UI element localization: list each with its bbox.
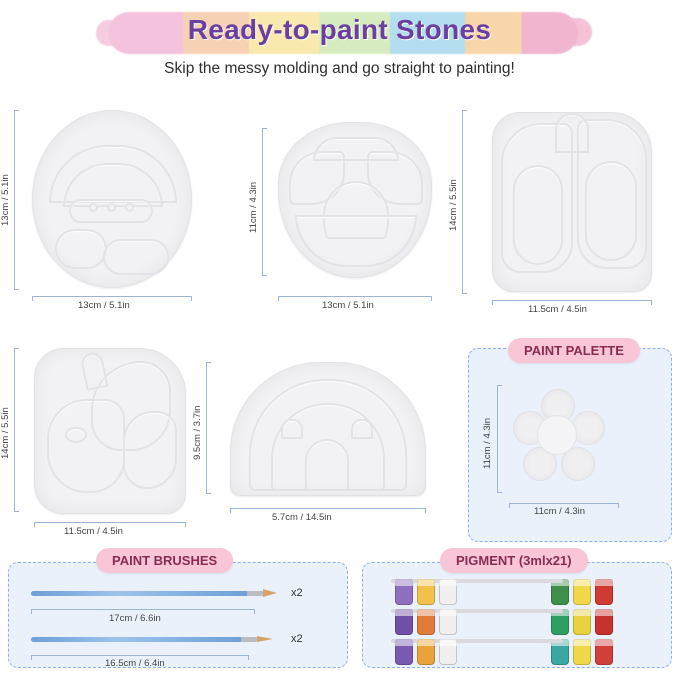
pigment-pot — [417, 609, 435, 635]
brush-qty-2: x2 — [291, 633, 303, 645]
pigment-pot — [595, 639, 613, 665]
pigment-strip — [485, 639, 563, 643]
stone-1-height-bracket — [14, 110, 19, 290]
wing-right-feathers — [585, 161, 637, 261]
paint-brushes-title: PAINT BRUSHES — [96, 548, 233, 573]
brush-qty-1: x2 — [291, 587, 303, 599]
dot-1 — [89, 203, 98, 212]
stone-2-height-label: 11cm / 4.3in — [248, 181, 259, 233]
cloud-right-emboss — [103, 239, 169, 275]
brush-length-label-2: 16.5cm / 6.4in — [105, 658, 165, 669]
pigment-pot — [439, 639, 457, 665]
page-subtitle: Skip the messy molding and go straight to painting! — [164, 60, 515, 77]
page-title: Ready-to-paint Stones — [187, 14, 492, 45]
stone-5-height-bracket — [206, 362, 211, 494]
pigment-pot — [417, 579, 435, 605]
brush-length-label-1: 17cm / 6.6in — [109, 613, 161, 624]
palette-center — [537, 415, 577, 455]
dot-3 — [125, 203, 134, 212]
brush-ferrule-1 — [247, 591, 263, 596]
stone-4-width-label: 11.5cm / 4.5in — [64, 526, 123, 537]
crown-emboss — [313, 137, 399, 161]
brush-row-2 — [31, 631, 321, 649]
paint-brushes-panel — [8, 562, 348, 668]
brush-handle-2 — [31, 637, 243, 642]
pigment-pot — [439, 579, 457, 605]
stone-3-height-bracket — [462, 110, 467, 294]
pigment-pot — [595, 579, 613, 605]
stone-4-shape — [34, 348, 186, 514]
palette-height-label: 11cm / 4.3in — [482, 417, 493, 469]
stone-3-shape — [492, 112, 652, 292]
pigment-pot — [595, 609, 613, 635]
brush-tip-2 — [257, 636, 273, 642]
pigment-strip — [485, 579, 563, 583]
unicorn-horn-emboss — [79, 351, 108, 391]
pigment-panel — [362, 562, 672, 668]
stone-5-width-label: 5.7cm / 14.5in — [272, 512, 332, 523]
halo-emboss — [555, 113, 589, 153]
stone-5-shape — [230, 362, 426, 496]
stone-2-shape — [278, 122, 432, 278]
stone-1-width-label: 13cm / 5.1in — [78, 300, 130, 311]
stone-4-height-label: 14cm / 5.5in — [0, 407, 11, 459]
pigment-pot — [573, 609, 591, 635]
brush-row-1 — [31, 585, 321, 603]
brush-ferrule-2 — [241, 637, 257, 642]
stone-4-height-bracket — [14, 348, 19, 512]
stone-1-shape — [32, 110, 192, 288]
pigment-pot — [395, 609, 413, 635]
pigment-pot — [417, 639, 435, 665]
header — [0, 0, 679, 92]
stone-3-height-label: 14cm / 5.5in — [448, 179, 459, 231]
palette-width-label: 11cm / 4.3in — [534, 506, 586, 517]
pigment-pot — [573, 579, 591, 605]
stone-1-height-label: 13cm / 5.1in — [0, 174, 11, 226]
brush-handle-1 — [31, 591, 249, 596]
stone-3-width-label: 11.5cm / 4.5in — [528, 304, 587, 315]
laurel-emboss — [295, 215, 417, 267]
pigment-pot — [395, 639, 413, 665]
pigment-title: PIGMENT (3mlx21) — [440, 548, 588, 573]
stone-5-height-label: 9.5cm / 3.7in — [192, 405, 203, 461]
wing-left-feathers — [513, 165, 563, 265]
pigment-pot — [439, 609, 457, 635]
unicorn-eye-emboss — [65, 427, 87, 443]
stone-2-width-label: 13cm / 5.1in — [322, 300, 374, 311]
house-window-left-emboss — [281, 419, 303, 439]
stone-2-height-bracket — [262, 128, 267, 276]
dot-2 — [107, 203, 116, 212]
pigment-pot — [573, 639, 591, 665]
brush-tip-1 — [263, 589, 277, 597]
pigment-pot — [395, 579, 413, 605]
pigment-strip — [485, 609, 563, 613]
house-door-emboss — [305, 439, 349, 491]
paint-palette-title: PAINT PALETTE — [508, 338, 640, 363]
house-window-right-emboss — [351, 419, 373, 439]
cloud-left-emboss — [55, 229, 107, 269]
unicorn-mane-2-emboss — [123, 411, 177, 489]
palette-height-bracket — [497, 385, 502, 493]
